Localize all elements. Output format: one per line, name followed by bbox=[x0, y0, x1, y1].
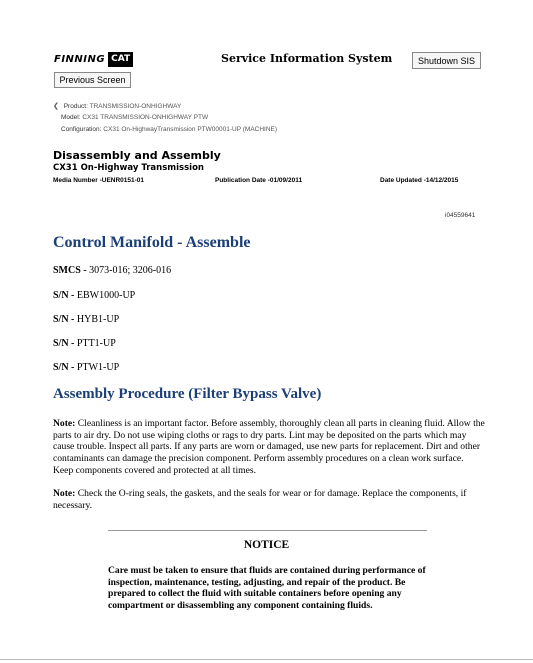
smcs-label: SMCS - bbox=[53, 265, 87, 276]
serial-number-line bbox=[53, 362, 119, 373]
logo-word: FINNING bbox=[54, 53, 106, 65]
sn-value: PTW1-UP bbox=[76, 362, 120, 373]
app-title: Service Information System bbox=[221, 52, 393, 65]
back-arrow-icon[interactable]: ❮ bbox=[53, 103, 59, 110]
note-label: Note: bbox=[53, 418, 76, 429]
model-heading: CX31 On-Highway Transmission bbox=[53, 163, 204, 173]
sn-label: S/N - bbox=[53, 314, 75, 325]
configuration-value: CX31 On-HighwayTransmission PTW00001-UP (MACHINE) bbox=[103, 126, 278, 133]
product-line bbox=[53, 102, 181, 110]
notice-divider bbox=[108, 530, 427, 531]
previous-screen-button[interactable]: Previous Screen bbox=[54, 72, 131, 88]
page-title: Control Manifold - Assemble bbox=[53, 234, 251, 251]
smcs-value: 3073-016; 3206-016 bbox=[89, 265, 172, 276]
sn-value: EBW1000-UP bbox=[76, 290, 136, 301]
publication-date: Publication Date -01/09/2011 bbox=[215, 177, 303, 184]
sn-value: HYB1-UP bbox=[76, 314, 120, 325]
sn-value: PTT1-UP bbox=[76, 338, 116, 349]
model-line bbox=[61, 114, 208, 121]
sn-label: S/N - bbox=[53, 338, 75, 349]
notice-text: Care must be taken to ensure that fluids are contained during performance of inspection, maintenance, testing, adjusting, and repair of the product. Be prepared to collect the fluid with suitable containers before opening any compartment or disassembling any component containing fluids. bbox=[108, 565, 426, 612]
logo-cat-badge: CAT bbox=[108, 52, 133, 67]
sn-label: S/N - bbox=[53, 290, 75, 301]
serial-number-line bbox=[53, 290, 135, 301]
serial-number-line bbox=[53, 314, 119, 325]
smcs-line bbox=[53, 265, 171, 276]
document-id: i04559641 bbox=[445, 212, 476, 219]
product-value[interactable]: TRANSMISSION-ONHIGHWAY bbox=[89, 103, 182, 110]
sn-label: S/N - bbox=[53, 362, 75, 373]
model-label: Model: bbox=[61, 114, 81, 121]
media-number: Media Number -UENR0151-01 bbox=[53, 177, 145, 184]
note-text: Cleanliness is an important factor. Before assembly, thoroughly clean all parts in cleaning fluid. Allow the parts to air dry. Do not use wiping cloths or rags to dry parts. Lint may be deposited on the parts which may cause trouble. Inspect all parts. If any parts are worn or damaged, use new parts for replacement. Dirt and other contaminants can damage the precision component. Perform assembly procedures on a clean work surface. Keep components covered and protected at all times. bbox=[53, 418, 485, 476]
shutdown-sis-button[interactable]: Shutdown SIS bbox=[412, 52, 481, 69]
procedure-heading: Assembly Procedure (Filter Bypass Valve) bbox=[53, 386, 322, 402]
note-label: Note: bbox=[53, 488, 76, 499]
note-text: Check the O-ring seals, the gaskets, and the seals for wear or for damage. Replace the components, if necessary. bbox=[53, 488, 467, 511]
section-heading: Disassembly and Assembly bbox=[53, 149, 221, 162]
finning-cat-logo bbox=[54, 51, 133, 67]
page-bottom-divider bbox=[0, 659, 533, 660]
date-updated: Date Updated -14/12/2015 bbox=[380, 177, 459, 184]
note-paragraph bbox=[53, 418, 485, 477]
model-value: CX31 TRANSMISSION-ONHIGHWAY PTW bbox=[82, 114, 209, 121]
serial-number-line bbox=[53, 338, 116, 349]
product-label: Product: bbox=[63, 103, 88, 110]
note-paragraph bbox=[53, 488, 485, 511]
configuration-line bbox=[61, 126, 277, 133]
configuration-label: Configuration: bbox=[61, 126, 102, 133]
notice-title: NOTICE bbox=[243, 539, 290, 551]
